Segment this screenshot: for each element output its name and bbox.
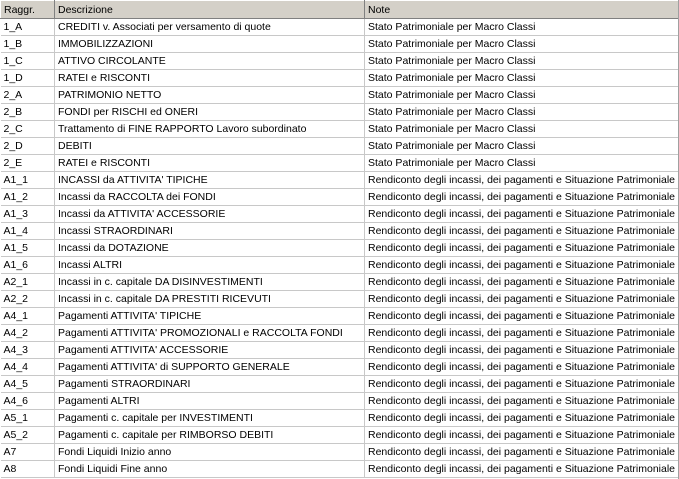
table-row[interactable] bbox=[1, 189, 679, 206]
cell-raggr[interactable]: A1_6 bbox=[1, 257, 55, 274]
cell-raggr[interactable]: A1_3 bbox=[1, 206, 55, 223]
cell-raggr[interactable]: A1_2 bbox=[1, 189, 55, 206]
cell-note[interactable]: Stato Patrimoniale per Macro Classi bbox=[365, 87, 679, 104]
cell-descrizione[interactable]: Incassi STRAORDINARI bbox=[55, 223, 365, 240]
cell-raggr[interactable]: A4_6 bbox=[1, 393, 55, 410]
column-header-descrizione[interactable]: Descrizione bbox=[55, 1, 365, 19]
cell-raggr[interactable]: 2_D bbox=[1, 138, 55, 155]
cell-note[interactable]: Rendiconto degli incassi, dei pagamenti e Situazione Patrimoniale bbox=[365, 427, 679, 444]
cell-note[interactable]: Stato Patrimoniale per Macro Classi bbox=[365, 19, 679, 36]
cell-raggr[interactable]: A1_1 bbox=[1, 172, 55, 189]
cell-raggr[interactable]: 1_C bbox=[1, 53, 55, 70]
cell-note[interactable]: Stato Patrimoniale per Macro Classi bbox=[365, 138, 679, 155]
cell-note[interactable]: Stato Patrimoniale per Macro Classi bbox=[365, 53, 679, 70]
cell-descrizione[interactable]: ATTIVO CIRCOLANTE bbox=[55, 53, 365, 70]
cell-note[interactable]: Rendiconto degli incassi, dei pagamenti e Situazione Patrimoniale bbox=[365, 393, 679, 410]
cell-note[interactable]: Rendiconto degli incassi, dei pagamenti e Situazione Patrimoniale bbox=[365, 257, 679, 274]
cell-raggr[interactable]: A1_4 bbox=[1, 223, 55, 240]
cell-raggr[interactable]: A8 bbox=[1, 461, 55, 478]
cell-raggr[interactable]: A7 bbox=[1, 444, 55, 461]
cell-raggr[interactable]: 1_D bbox=[1, 70, 55, 87]
cell-descrizione[interactable]: FONDI per RISCHI ed ONERI bbox=[55, 104, 365, 121]
table-row[interactable] bbox=[1, 359, 679, 376]
table-row[interactable] bbox=[1, 104, 679, 121]
table-row[interactable] bbox=[1, 308, 679, 325]
cell-descrizione[interactable]: Incassi in c. capitale DA DISINVESTIMENTI bbox=[55, 274, 365, 291]
cell-descrizione[interactable]: INCASSI da ATTIVITA' TIPICHE bbox=[55, 172, 365, 189]
cell-descrizione[interactable]: Fondi Liquidi Inizio anno bbox=[55, 444, 365, 461]
table-row[interactable] bbox=[1, 206, 679, 223]
cell-raggr[interactable]: 1_B bbox=[1, 36, 55, 53]
cell-raggr[interactable]: A4_5 bbox=[1, 376, 55, 393]
cell-descrizione[interactable]: RATEI e RISCONTI bbox=[55, 155, 365, 172]
table-row[interactable] bbox=[1, 19, 679, 36]
cell-note[interactable]: Stato Patrimoniale per Macro Classi bbox=[365, 36, 679, 53]
cell-descrizione[interactable]: Incassi da DOTAZIONE bbox=[55, 240, 365, 257]
cell-descrizione[interactable]: Incassi da RACCOLTA dei FONDI bbox=[55, 189, 365, 206]
table-row[interactable] bbox=[1, 257, 679, 274]
table-row[interactable] bbox=[1, 121, 679, 138]
cell-descrizione[interactable]: Incassi ALTRI bbox=[55, 257, 365, 274]
cell-raggr[interactable]: A1_5 bbox=[1, 240, 55, 257]
cell-note[interactable]: Rendiconto degli incassi, dei pagamenti e Situazione Patrimoniale bbox=[365, 359, 679, 376]
cell-note[interactable]: Stato Patrimoniale per Macro Classi bbox=[365, 155, 679, 172]
header-row bbox=[1, 1, 679, 19]
cell-descrizione[interactable]: IMMOBILIZZAZIONI bbox=[55, 36, 365, 53]
table-row[interactable] bbox=[1, 342, 679, 359]
cell-descrizione[interactable]: Pagamenti ATTIVITA' PROMOZIONALI e RACCOLTA FONDI bbox=[55, 325, 365, 342]
cell-raggr[interactable]: A5_1 bbox=[1, 410, 55, 427]
cell-descrizione[interactable]: Pagamenti c. capitale per RIMBORSO DEBITI bbox=[55, 427, 365, 444]
cell-raggr[interactable]: A4_4 bbox=[1, 359, 55, 376]
cell-descrizione[interactable]: Fondi Liquidi Fine anno bbox=[55, 461, 365, 478]
table-row[interactable] bbox=[1, 291, 679, 308]
cell-raggr[interactable]: A2_1 bbox=[1, 274, 55, 291]
cell-descrizione[interactable]: Pagamenti STRAORDINARI bbox=[55, 376, 365, 393]
cell-note[interactable]: Rendiconto degli incassi, dei pagamenti e Situazione Patrimoniale bbox=[365, 308, 679, 325]
table-row[interactable] bbox=[1, 444, 679, 461]
cell-raggr[interactable]: A2_2 bbox=[1, 291, 55, 308]
cell-descrizione[interactable]: DEBITI bbox=[55, 138, 365, 155]
cell-note[interactable]: Rendiconto degli incassi, dei pagamenti e Situazione Patrimoniale bbox=[365, 240, 679, 257]
cell-descrizione[interactable]: Incassi da ATTIVITA' ACCESSORIE bbox=[55, 206, 365, 223]
cell-descrizione[interactable]: CREDITI v. Associati per versamento di quote bbox=[55, 19, 365, 36]
cell-note[interactable]: Stato Patrimoniale per Macro Classi bbox=[365, 70, 679, 87]
cell-note[interactable]: Rendiconto degli incassi, dei pagamenti e Situazione Patrimoniale bbox=[365, 206, 679, 223]
cell-descrizione[interactable]: RATEI e RISCONTI bbox=[55, 70, 365, 87]
table-row[interactable] bbox=[1, 274, 679, 291]
cell-descrizione[interactable]: Incassi in c. capitale DA PRESTITI RICEVUTI bbox=[55, 291, 365, 308]
cell-note[interactable]: Rendiconto degli incassi, dei pagamenti e Situazione Patrimoniale bbox=[365, 342, 679, 359]
cell-descrizione[interactable]: Trattamento di FINE RAPPORTO Lavoro subordinato bbox=[55, 121, 365, 138]
table-row[interactable] bbox=[1, 172, 679, 189]
table-row[interactable] bbox=[1, 393, 679, 410]
table-row[interactable] bbox=[1, 70, 679, 87]
cell-note[interactable]: Rendiconto degli incassi, dei pagamenti e Situazione Patrimoniale bbox=[365, 461, 679, 478]
cell-descrizione[interactable]: Pagamenti ATTIVITA' TIPICHE bbox=[55, 308, 365, 325]
cell-note[interactable]: Stato Patrimoniale per Macro Classi bbox=[365, 121, 679, 138]
table-row[interactable] bbox=[1, 376, 679, 393]
cell-note[interactable]: Rendiconto degli incassi, dei pagamenti e Situazione Patrimoniale bbox=[365, 325, 679, 342]
cell-descrizione[interactable]: PATRIMONIO NETTO bbox=[55, 87, 365, 104]
cell-raggr[interactable]: 2_B bbox=[1, 104, 55, 121]
cell-raggr[interactable]: 2_E bbox=[1, 155, 55, 172]
table-row[interactable] bbox=[1, 223, 679, 240]
cell-note[interactable]: Stato Patrimoniale per Macro Classi bbox=[365, 104, 679, 121]
cell-note[interactable]: Rendiconto degli incassi, dei pagamenti e Situazione Patrimoniale bbox=[365, 376, 679, 393]
table-row[interactable] bbox=[1, 427, 679, 444]
cell-raggr[interactable]: A5_2 bbox=[1, 427, 55, 444]
table-row[interactable] bbox=[1, 240, 679, 257]
cell-note[interactable]: Rendiconto degli incassi, dei pagamenti e Situazione Patrimoniale bbox=[365, 291, 679, 308]
column-header-note[interactable]: Note bbox=[365, 1, 679, 19]
cell-raggr[interactable]: A4_3 bbox=[1, 342, 55, 359]
table-row[interactable] bbox=[1, 36, 679, 53]
table-row[interactable] bbox=[1, 410, 679, 427]
grid-body bbox=[1, 19, 679, 478]
cell-note[interactable]: Rendiconto degli incassi, dei pagamenti e Situazione Patrimoniale bbox=[365, 223, 679, 240]
table-row[interactable] bbox=[1, 155, 679, 172]
cell-descrizione[interactable]: Pagamenti c. capitale per INVESTIMENTI bbox=[55, 410, 365, 427]
cell-raggr[interactable]: A4_2 bbox=[1, 325, 55, 342]
cell-note[interactable]: Rendiconto degli incassi, dei pagamenti e Situazione Patrimoniale bbox=[365, 444, 679, 461]
cell-note[interactable]: Rendiconto degli incassi, dei pagamenti e Situazione Patrimoniale bbox=[365, 189, 679, 206]
table-row[interactable] bbox=[1, 325, 679, 342]
cell-note[interactable]: Rendiconto degli incassi, dei pagamenti e Situazione Patrimoniale bbox=[365, 410, 679, 427]
cell-descrizione[interactable]: Pagamenti ATTIVITA' ACCESSORIE bbox=[55, 342, 365, 359]
cell-note[interactable]: Rendiconto degli incassi, dei pagamenti e Situazione Patrimoniale bbox=[365, 172, 679, 189]
cell-note[interactable]: Rendiconto degli incassi, dei pagamenti e Situazione Patrimoniale bbox=[365, 274, 679, 291]
cell-descrizione[interactable]: Pagamenti ALTRI bbox=[55, 393, 365, 410]
cell-raggr[interactable]: 2_A bbox=[1, 87, 55, 104]
table-row[interactable] bbox=[1, 87, 679, 104]
cell-raggr[interactable]: 1_A bbox=[1, 19, 55, 36]
cell-raggr[interactable]: A4_1 bbox=[1, 308, 55, 325]
table-row[interactable] bbox=[1, 53, 679, 70]
cell-descrizione[interactable]: Pagamenti ATTIVITA' di SUPPORTO GENERALE bbox=[55, 359, 365, 376]
table-row[interactable] bbox=[1, 138, 679, 155]
table-row[interactable] bbox=[1, 461, 679, 478]
cell-raggr[interactable]: 2_C bbox=[1, 121, 55, 138]
column-header-raggr[interactable]: Raggr. bbox=[1, 1, 55, 19]
